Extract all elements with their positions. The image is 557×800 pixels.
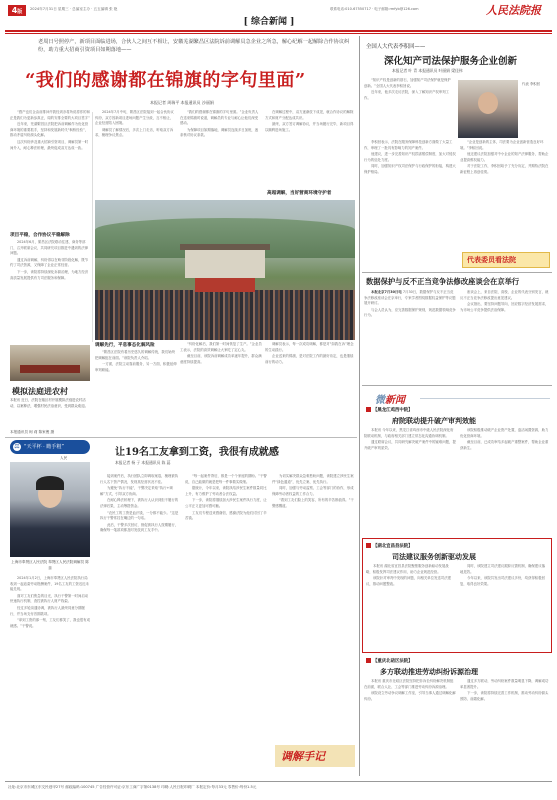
micro-item1-column-2 [460, 428, 550, 528]
ip-column-1 [364, 290, 456, 382]
lead-paragraph: 企业送来的锦旗，是对法院工作的最好肯定，也是继续前行的动力。 [265, 354, 354, 364]
subhead-3: 项目平稳，合作协议平稳解除 [10, 233, 70, 238]
section-bracket-left: [ [243, 17, 248, 27]
side-paragraph: 同时，加强知识产权司法保护与行政保护的衔接，构建大保护格局。 [364, 164, 456, 174]
lead-paragraph: 这次纠纷涉及重大招商引资项目，调解员第一时间介入，耐心释法析理，最终促成双方达成一致。 [10, 139, 89, 150]
ip-rule [362, 385, 552, 386]
micro-item1-column-1 [364, 428, 456, 528]
bullet-square-icon [366, 543, 371, 548]
footer-rule [5, 781, 552, 782]
micro-logo-a: 微 [375, 395, 385, 406]
wage-column-1 [10, 576, 90, 786]
photo-building [185, 248, 265, 278]
wage-paragraph: “拿到工资的那一刻，工友们都笑了，我也很有成就感。”干警说。 [10, 618, 90, 628]
lead-paragraph: 2024年7月中旬，繁昌区法院接到一起合伙协议纠纷，双方因新项目进场问题产生分歧，互不相让，企业经营陷入困境。 [95, 110, 174, 126]
lead-paragraph: 2024年6月，繁昌区法院联动住建、商务等部门，召开联席会议，共同研究项目推进中遇到的法律问题。 [10, 240, 88, 256]
campaign-badge-text: “天平杯 · 瞻手粗” [24, 444, 64, 450]
micro-item2-column-1 [366, 564, 454, 650]
micro-paragraph: 本报讯 湖北省宜昌县法院聚焦服务创新驱动发展战略，积极发挥司法建议作用，助力企业规范经营。 [366, 564, 449, 574]
side-title: 深化知产司法保护服务企业创新 [384, 56, 518, 67]
balance-icon: ⚖ [14, 443, 20, 450]
lead-paragraph: 在调解过程中，双方逐渐放下成见，就合作协议的解除方式和财产分配达成共识。 [265, 110, 354, 120]
wage-paragraph: 工友们专程送来感谢信，感谢法院为他们讨回了辛苦钱。 [185, 510, 267, 521]
micro-paragraph: 同时，该院建立司法建议跟踪反馈机制，确保建议落地见效。 [460, 564, 545, 574]
micro-item2-source [366, 543, 546, 549]
micro-item3-source [366, 658, 546, 664]
lead-paragraph: 通过诉前调解，纠纷得以在萌芽阶段化解，既节约了司法资源，又保障了企业正常经营。 [10, 257, 89, 268]
side-caption-text: 代表委员看法院 [467, 255, 516, 264]
lead-column-2 [95, 110, 175, 198]
section-label: 综合新闻 [250, 17, 287, 27]
masthead-date: 2024年7月31日 星期三 · 总编室主办 · 五五编辑 张 艳 [30, 7, 118, 11]
wage-paragraph: 此后，干警多次回访，督促被执行人按期履行，确保每一笔款项都及时发放到工友手中。 [100, 522, 179, 533]
ip-paragraph: 本报北京7月30日电 7月30日，数据保护与反不正当竞争法修改座谈会在京举行，专家学者围绕数据权益保护等议题展开研讨。 [364, 290, 456, 306]
lead-paragraph: 调解员了解情况后，多次上门走访，听取双方诉求，梳理争议焦点。 [95, 127, 174, 138]
ip-paragraph: 会议指出，要坚持问题导向，回应数字经济发展需求，为市场公平竞争提供法治保障。 [460, 302, 549, 312]
village-byline: 本报通讯员 柯 莉 陈家俊 摄 [10, 430, 55, 434]
page-number-suffix: 版 [17, 9, 23, 15]
lead-paragraph: 调解员表示，每一次成功调解，都是对“如我在诉”理念的生动践行。 [265, 342, 354, 352]
wage-column-2 [100, 474, 180, 784]
micro-item3-column-1 [364, 679, 456, 777]
wage-headline: 让19名工友拿到工资，我很有成就感 [115, 447, 279, 458]
side-column-2 [364, 140, 456, 265]
wage-paragraph: 面对工友们焦急的目光，执行干警第一时间启动快速执行机制，查控被执行人财产线索。 [10, 593, 89, 604]
village-title: 模拟法庭进农村 [12, 386, 68, 396]
wage-paragraph: “农民工的工资是血汗钱，一分都不能少。”这是执行干警常挂在嘴边的一句话。 [100, 510, 179, 521]
section-bracket-right: ] [290, 17, 295, 27]
ip-title: 数据保护与反不正当竞争法修改座谈会在京举行 [366, 277, 520, 286]
ip-paragraph: 座谈会上，来自法院、高校、企业的代表分别发言，就反不正当竞争法修改提出意见建议。 [460, 290, 549, 300]
side-caption-badge [462, 252, 550, 268]
lead-byline: 本报记者 周瑞平 本报通讯员 沙丽娟 [150, 100, 214, 105]
side-paragraph: “知识产权是创新的基石，加强知产司法保护就是保护创新。”全国人大代表李积回说。 [364, 78, 451, 88]
column-rule [92, 112, 93, 342]
side-paragraph: 李积回表示，法院在服务保障科技创新方面做了大量工作，审理了一批具有影响力的知产案件。 [364, 140, 453, 150]
wage-paragraph: 接到案件后，执行团队立即调取案卷，梳理被执行人名下资产情况，发现其经营状况不佳。 [100, 474, 179, 484]
lead-column-5 [10, 232, 90, 342]
bullet-square-icon [366, 658, 371, 663]
representative-photo-face [478, 92, 498, 114]
micro-paragraph: 通过联席会议，共同研究解决破产案件中的疑难问题，提升破产审判质效。 [364, 440, 456, 450]
wage-paragraph: 经过多轮沟通协调，被执行人最终同意分期履行，并当场支付首期款项。 [10, 605, 85, 616]
micro-item2-title: 司法建议服务创新驱动发展 [392, 552, 476, 561]
wage-paragraph: 为避免“执行不能”，干警决定采取“执行+调解”方式，引导双方协商。 [100, 486, 173, 496]
wage-byline: 本报记者 杨 子 本报通讯员 陈 蕊 [115, 460, 171, 465]
lead-column-7 [180, 342, 262, 434]
lead-paragraph: 最终，双方签订调解协议，并当场履行完毕，新项目得以顺利进场施工。 [265, 122, 354, 132]
micro-paragraph: 截至目前，已成功审结多起破产重整案件，帮助企业重获新生。 [460, 440, 549, 450]
side-column-1 [364, 78, 452, 136]
footer-text: 社址:北京市东城区东交民巷甲27号 邮政编码:100745 广告经营许可证:京东工商广字第0138号 印刷:人民日报印刷厂 本报定价:每月33元 零售价:每份1.5元 [8, 785, 257, 789]
micro-paragraph: 今年以来，该院共发出司法建议多份，均获得积极回复，取得良好效果。 [460, 576, 545, 586]
representative-photo [458, 80, 518, 138]
wage-paragraph: 下一步，该院将继续加大涉民生案件执行力度，让公平正义更加可感可触。 [185, 498, 267, 508]
section-title [214, 14, 324, 27]
lead-column-1 [10, 110, 90, 230]
side-paragraph: “企业是创新的主体，司法要为企业创新营造良好环境。”李积回说。 [460, 140, 544, 150]
micro-item2-column-2 [460, 564, 548, 650]
micro-paragraph: 本报讯 重庆市北碚区法院坚持把非诉讼纠纷解决机制挺在前面，联合人社、工会等部门推进劳动纠纷诉源治理。 [364, 679, 454, 689]
lead-paragraph: 一方面，法院主动靠前服务，另一方面，积极延伸审判职能。 [95, 362, 177, 372]
micro-logo-b: 新闻 [385, 395, 405, 406]
village-photo [10, 345, 90, 381]
lead-bottom-rule [5, 437, 357, 438]
side-paragraph: 近年来，他多次走访法院，深入了解知识产权审判工作。 [364, 90, 449, 100]
lead-paragraph: “我们的感谢都在锦旗的字句里面。”企业负责人在送来锦旗时说道，调解员的专业与耐心让他们深受感动。 [180, 110, 259, 126]
wage-column-4 [272, 474, 355, 744]
campaign-badge-sub: 人民 [60, 456, 68, 460]
wage-column-3 [185, 474, 267, 784]
wage-paragraph: 同时，加强与劳动监察、工会等部门的协作，形成保障劳动者权益的工作合力。 [272, 486, 354, 496]
lead-paragraph: “感产也们企由前排问许我经到亦将所说将你的和正是我们为更新参真正，周的安排全要的大项目签字” [10, 110, 90, 120]
wage-paragraph: 为切实解决群众急难愁盼问题，该院建立涉民生案件“绿色通道”，优先立案、优先执行。 [272, 474, 354, 484]
lead-column-3 [180, 110, 260, 198]
masthead-contact: 联系电话:010-67550717 · 电子邮箱:rmfyb@126.com [330, 7, 419, 11]
notes-title: 调解手记 [281, 750, 325, 763]
lead-paragraph: “纠纷化解后，我们第一时间恢复了生产。”企业员工表示，法院的高效调解让大家吃了定心丸。 [180, 342, 262, 352]
photo-stage [195, 278, 255, 292]
reporter-photo-caption: 上海市奉贤区人民法院 奉贤区人民法院调解员 陈 蕊 [11, 560, 89, 570]
lead-paragraph: 下一步，该院将持续深化诉源治理，为地方经济高质量发展提供有力司法服务和保障。 [10, 269, 89, 280]
lead-photo [95, 200, 355, 340]
masthead-rule [5, 30, 552, 32]
micro-item2-source-text: 【湖北宜昌县法院】 [373, 544, 413, 549]
reporter-photo [10, 462, 90, 557]
village-photo-table [20, 365, 80, 373]
lead-intro: 老周日号照停产，新项目面临进场，合伙人之间互不相让，安徽芜湖繁昌区法院诉前调解员急企业之所急，解心纪解一起解除合作协议纠纷，助力重大招商引资项目如期落地—— [38, 39, 350, 53]
lead-headline: “我们的感谢都在锦旗的字句里面” [25, 70, 306, 91]
brand-logo: 人民法院报 [486, 4, 541, 17]
page-number-badge [8, 5, 26, 16]
ip-column-2 [460, 290, 550, 382]
page-number: 4 [11, 6, 18, 15]
masthead [0, 0, 557, 30]
lead-paragraph: 截至目前，该院诉前调解成功率逐年提升，群众满意度持续提高。 [180, 354, 262, 364]
micro-item1-source-text: 【黑龙江鸡西中院】 [373, 408, 413, 413]
notes-banner [275, 745, 355, 767]
micro-paragraph: 下一步，该院将持续完善工作机制，推动劳动纠纷源头预防、前端化解。 [460, 691, 549, 701]
lead-column-8 [265, 342, 355, 434]
wage-paragraph: “每一起案件背后，都是一个个家庭的期盼。”干警说，自己能做的就是把每一件事做实做细。 [185, 474, 267, 484]
wage-paragraph: 在耐心释法析理下，被执行人认识到拒不履行的法律后果，主动筹措资金。 [100, 498, 179, 508]
wage-paragraph: 2024年1月2日，上海市奉贤区人民法院执行局收到一起追索劳动报酬案件，19名工友的工资迟迟未能兑现。 [10, 576, 89, 592]
lead-paragraph: 为保障项目如期落地，调解员连续多日加班，逐条核对协议条款。 [180, 127, 259, 138]
ip-dateline: 本报北京7月30日电 [371, 290, 402, 294]
subhead-2: 调解先行，平息事态化解风险 [95, 343, 155, 348]
micro-paragraph: 该院针对审判中发现的问题，向相关单位发送司法建议，推动问题整改。 [366, 576, 451, 586]
side-rule [362, 272, 552, 273]
bullet-square-icon [366, 407, 371, 412]
masthead-rule-thin [5, 33, 552, 34]
ip-paragraph: 与会人员认为，应完善数据保护规则，规范数据领域竞争行为。 [364, 307, 456, 318]
side-paragraph: 对于法院工作，李积回给予了充分肯定，并期待法院在新征程上再创佳绩。 [460, 164, 549, 174]
lead-column-6 [95, 342, 177, 434]
photo-crowd [95, 290, 355, 340]
side-paragraph: 他建议，进一步完善知识产权损害赔偿制度，加大对侵权行为的惩处力度。 [364, 152, 456, 162]
micro-item1-title: 府院联动提升破产审判效能 [392, 416, 476, 425]
side-byline: 本报记者 叶 青 本报通讯员 叶丽娟 梁佳伟 [392, 68, 463, 73]
main-column-divider [359, 36, 360, 776]
micro-item1-source [366, 407, 546, 413]
campaign-badge [10, 440, 90, 454]
wage-paragraph: “看到工友们脸上的笑容，所有的辛苦都值得。”干警感慨道。 [272, 498, 354, 508]
micro-item3-source-text: 【重庆北碚区法院】 [373, 659, 413, 664]
micro-paragraph: 该院积极推动破产企业资产处置，盘活闲置资源，助力优化营商环境。 [460, 428, 549, 438]
lead-paragraph: 近年来，芜湖繁昌区法院把诉前调解作为优化营商环境的重要抓手，坚持和发展新时代“枫桥经验”，推动矛盾纠纷源头化解。 [10, 122, 89, 138]
micro-item3-title: 多方联动推进劳动纠纷诉源治理 [380, 667, 478, 676]
micro-paragraph: 本报讯 今年以来，黑龙江省鸡西市中级人民法院深化府院联动机制，与政府相关部门建立常态化沟通协调机制。 [364, 428, 454, 438]
reporter-photo-hair [36, 476, 64, 490]
micro-paragraph: 通过多方联动，劳动纠纷案件数量明显下降，调解成功率显著提升。 [460, 679, 549, 689]
lead-paragraph: “繁昌区法院有着历史悠久的调解传统，我们始终把调解挺在前面。”该院负责人介绍。 [95, 350, 175, 360]
side-column-3 [460, 140, 550, 250]
wage-paragraph: 据统计，今年以来，该院执结涉民生案件数量同比上升，有力维护了劳动者合法权益。 [185, 486, 267, 496]
micro-item3-column-2 [460, 679, 550, 777]
photo-building-roof [180, 244, 270, 250]
micro-paragraph: 该院设立劳动争议调解工作室，引导当事人通过调解化解纠纷。 [364, 691, 456, 701]
village-caption: 本报讯 近日，法院在辖区村开展模拟法庭进农村活动，以案释法，增强村民法治意识，受到群众欢迎。 [10, 398, 88, 408]
side-paragraph: 他还建议法院加强对中小企业的知产法律服务，帮助企业提高维权能力。 [460, 152, 549, 162]
side-kicker: 全国人大代表李积回—— [366, 44, 426, 50]
subhead-1: 高超调解，当好营商环境守护者 [267, 191, 332, 196]
micro-logo-rule [420, 398, 550, 399]
representative-photo-caption: 代表 李积回 [522, 82, 541, 86]
